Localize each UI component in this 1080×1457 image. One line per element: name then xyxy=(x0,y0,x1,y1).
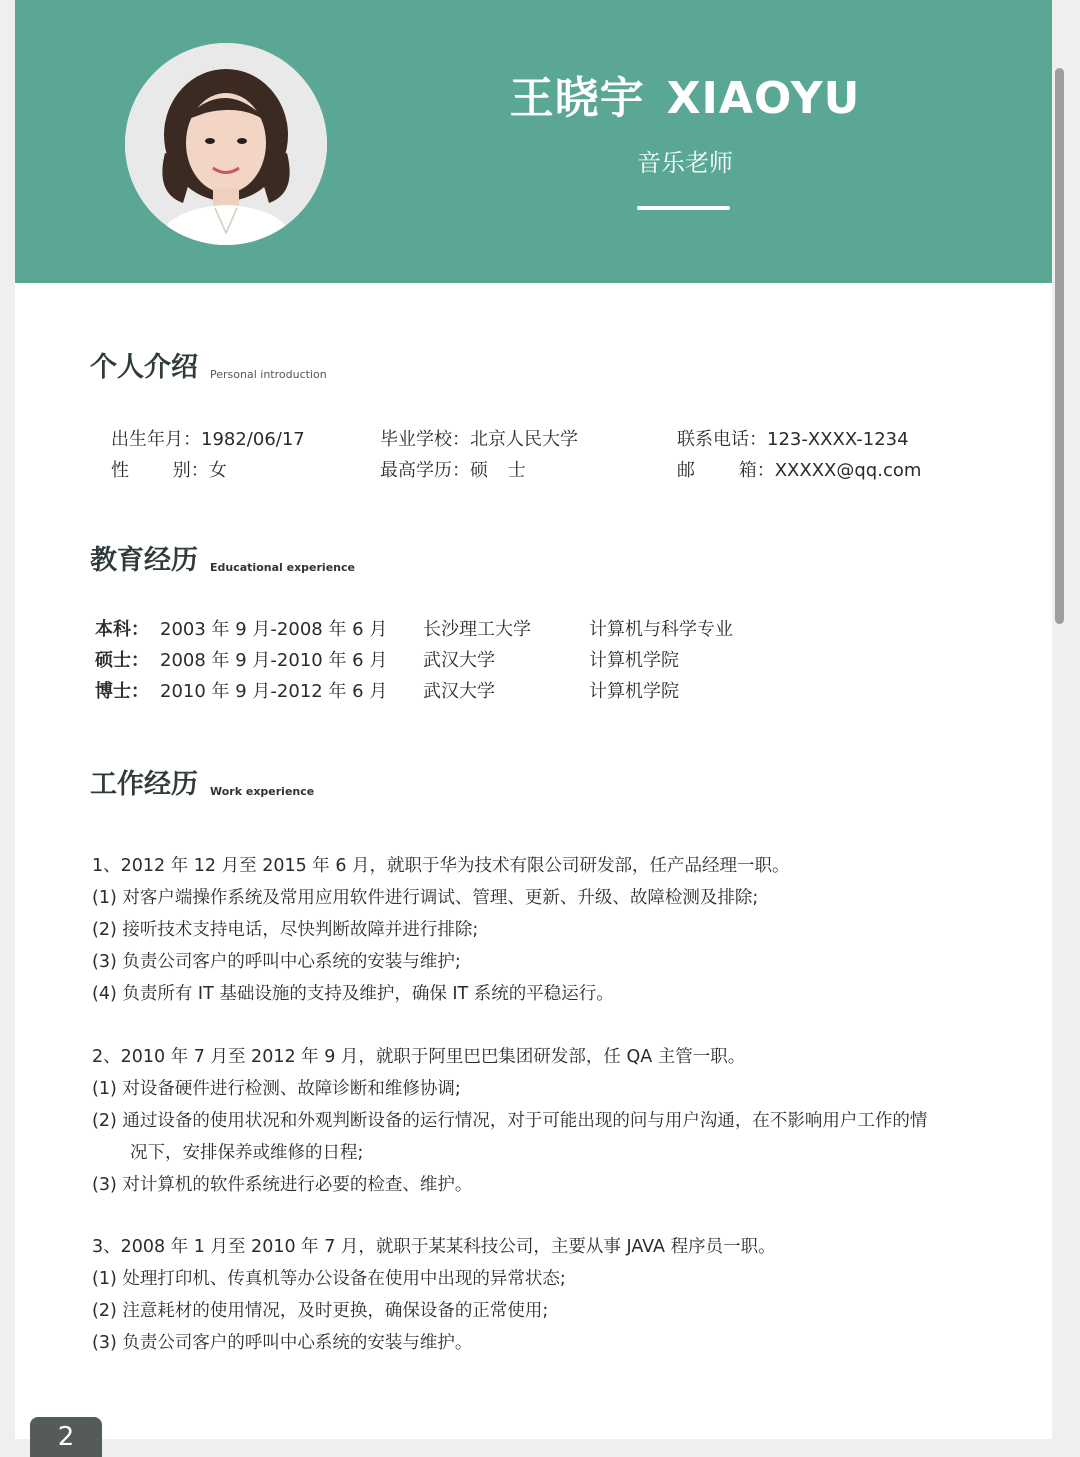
edu-school: 武汉大学 xyxy=(423,650,495,671)
work-item: (3) 负责公司客户的呼叫中心系统的安装与维护; xyxy=(92,952,461,972)
intro-title: 个人介绍 xyxy=(90,352,198,383)
education-heading xyxy=(90,538,355,577)
info-school: 毕业学校：北京人民大学 xyxy=(380,429,578,450)
edu-major: 计算机与科学专业 xyxy=(589,619,733,640)
info-phone: 联系电话：123-XXXX-1234 xyxy=(677,429,909,450)
page-number-badge[interactable]: 2 xyxy=(30,1417,102,1457)
candidate-name xyxy=(435,62,935,126)
work-item: (2) 通过设备的使用状况和外观判断设备的运行情况，对于可能出现的问与用户沟通，在不影响用户工作的情 xyxy=(92,1111,928,1131)
work-heading-line: 2、2010 年 7 月至 2012 年 9 月，就职于阿里巴巴集团研发部，任 QA 主管一职。 xyxy=(92,1047,746,1067)
edu-degree: 硕士： xyxy=(95,650,149,671)
info-email: 邮 箱：XXXXX@qq.com xyxy=(677,460,922,481)
work-item: (4) 负责所有 IT 基础设施的支持及维护，确保 IT 系统的平稳运行。 xyxy=(92,984,614,1004)
edu-degree: 本科： xyxy=(95,619,149,640)
name-chinese: 王晓宇 xyxy=(509,73,645,124)
work-item-continuation: 况下，安排保养或维修的日程; xyxy=(130,1143,364,1163)
work-heading-line: 3、2008 年 1 月至 2010 年 7 月，就职于某某科技公司，主要从事 JAVA 程序员一职。 xyxy=(92,1237,776,1257)
edu-school: 武汉大学 xyxy=(423,681,495,702)
info-gender: 性 别：女 xyxy=(111,460,227,481)
title-underline xyxy=(637,206,730,210)
intro-subtitle: Personal introduction xyxy=(210,368,327,381)
work-subtitle: Work experience xyxy=(210,785,315,798)
work-item: (2) 接听技术支持电话，尽快判断故障并进行排除; xyxy=(92,920,479,940)
work-title: 工作经历 xyxy=(90,769,198,800)
resume-page xyxy=(15,0,1052,1439)
job-title: 音乐老师 xyxy=(637,149,733,177)
work-item: (1) 对客户端操作系统及常用应用软件进行调试、管理、更新、升级、故障检测及排除; xyxy=(92,888,759,908)
edu-major: 计算机学院 xyxy=(589,650,679,671)
resume-header xyxy=(15,0,1052,283)
info-degree: 最高学历：硕 士 xyxy=(380,460,526,481)
edu-degree: 博士： xyxy=(95,681,149,702)
work-item: (2) 注意耗材的使用情况，及时更换，确保设备的正常使用; xyxy=(92,1301,549,1321)
edu-period: 2008 年 9 月-2010 年 6 月 xyxy=(160,650,388,671)
education-title: 教育经历 xyxy=(90,545,198,576)
profile-photo xyxy=(125,43,327,245)
info-birth: 出生年月：1982/06/17 xyxy=(111,429,305,450)
edu-school: 长沙理工大学 xyxy=(423,619,531,640)
intro-heading xyxy=(90,345,327,384)
education-subtitle: Educational experience xyxy=(210,561,355,574)
vertical-scrollbar[interactable] xyxy=(1055,68,1064,624)
work-heading xyxy=(90,762,314,801)
work-item: (3) 负责公司客户的呼叫中心系统的安装与维护。 xyxy=(92,1333,473,1353)
edu-period: 2003 年 9 月-2008 年 6 月 xyxy=(160,619,388,640)
work-item: (1) 对设备硬件进行检测、故障诊断和维修协调; xyxy=(92,1079,461,1099)
avatar-illustration xyxy=(125,43,327,245)
work-item: (1) 处理打印机、传真机等办公设备在使用中出现的异常状态; xyxy=(92,1269,566,1289)
work-heading-line: 1、2012 年 12 月至 2015 年 6 月，就职于华为技术有限公司研发部，任产品经理一职。 xyxy=(92,856,790,876)
edu-major: 计算机学院 xyxy=(589,681,679,702)
work-item: (3) 对计算机的软件系统进行必要的检查、维护。 xyxy=(92,1175,473,1195)
edu-period: 2010 年 9 月-2012 年 6 月 xyxy=(160,681,388,702)
name-english: XIAOYU xyxy=(666,73,861,124)
